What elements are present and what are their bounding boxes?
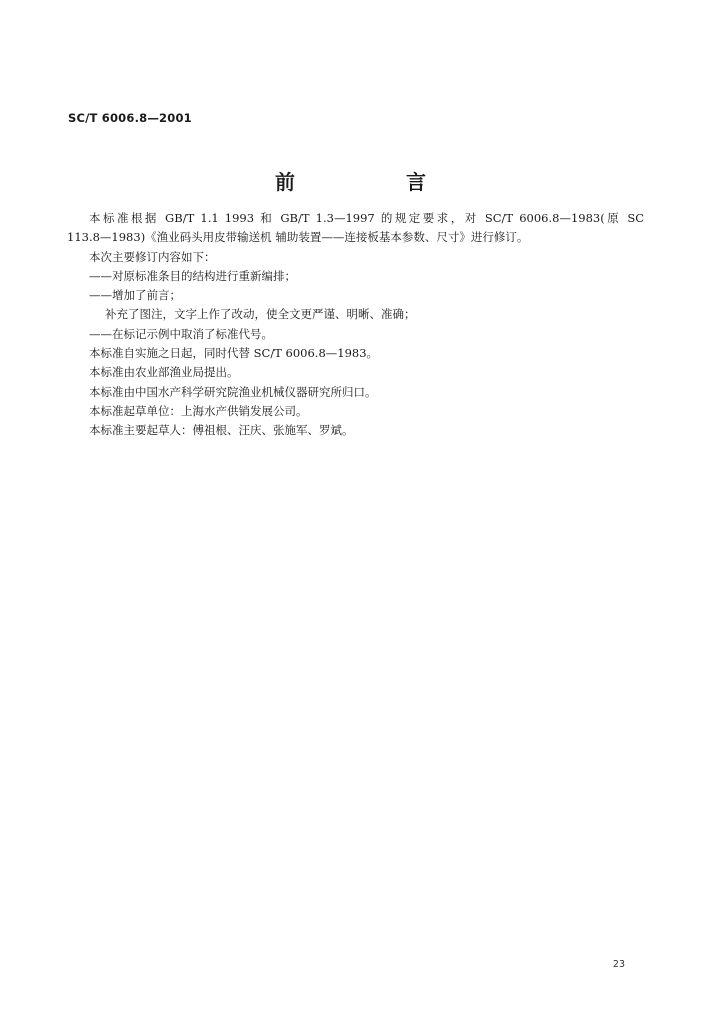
paragraph-line: 本标准自实施之日起，同时代替 SC/T 6006.8—1983。 bbox=[89, 346, 379, 361]
standard-code-header: SC/T 6006.8—2001 bbox=[68, 111, 192, 125]
paragraph-line: 本标准根据 GB/T 1.1 1993 和 GB/T 1.3—1997 的规定要求，对 SC/T 6006.8—1983(原 SC bbox=[89, 211, 644, 225]
paragraph-line: 本标准起草单位：上海水产供销发展公司。 bbox=[89, 403, 308, 418]
list-item: ——对原标准条目的结构进行重新编排； bbox=[89, 268, 296, 283]
list-item: ——增加了前言； bbox=[89, 288, 181, 303]
page-title: 前 言 bbox=[275, 170, 478, 194]
page-number: 23 bbox=[612, 959, 625, 970]
paragraph-line: 本标准主要起草人：傅祖根、汪庆、张施军、罗斌。 bbox=[89, 423, 354, 438]
paragraph-line: 本标准由农业部渔业局提出。 bbox=[89, 365, 239, 380]
paragraph-line: 113.8—1983)《渔业码头用皮带输送机 辅助装置——连接板基本参数、尺寸》进行修订。 bbox=[67, 230, 529, 245]
paragraph-line: 本次主要修订内容如下： bbox=[89, 249, 216, 264]
foreword-body bbox=[67, 209, 644, 441]
paragraph-line: 本标准由中国水产科学研究院渔业机械仪器研究所归口。 bbox=[89, 384, 377, 399]
list-item: ——在标记示例中取消了标准代号。 bbox=[89, 326, 273, 341]
list-item: 补充了图注，文字上作了改动，使全文更严谨、明晰、准确； bbox=[105, 307, 416, 322]
